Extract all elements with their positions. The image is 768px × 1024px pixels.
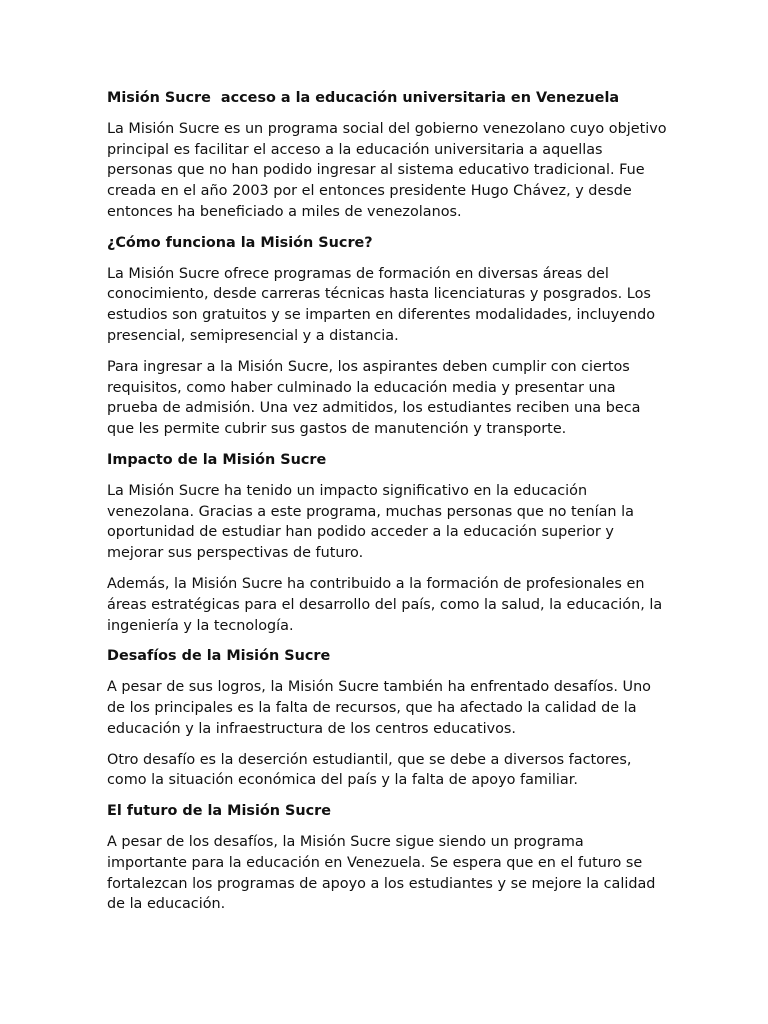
section-paragraph: Otro desafío es la deserción estudiantil, que se debe a diversos factores, como la situación económica del país y la falta de apoyo familiar. (107, 751, 632, 789)
document-page (107, 88, 667, 925)
intro-paragraph: La Misión Sucre es un programa social del gobierno venezolano cuyo objetivo principal es facilitar el acceso a la educación universitaria a aquellas personas que no han podido ingresar al sistema educativo tradicional. Fue creada en el año 2003 por el entonces presidente Hugo Chávez, y desde entonces ha beneficiado a miles de venezolanos. (107, 120, 667, 220)
section-paragraph: Además, la Misión Sucre ha contribuido a la formación de profesionales en áreas estratégicas para el desarrollo del país, como la salud, la educación, la ingeniería y la tecnología. (107, 575, 663, 634)
section-paragraph: La Misión Sucre ha tenido un impacto significativo en la educación venezolana. Gracias a este programa, muchas personas que no tenían la oportunidad de estudiar han podido acceder a la educación superior y mejorar sus perspectivas de futuro. (107, 482, 634, 562)
section-paragraph: A pesar de los desafíos, la Misión Sucre sigue siendo un programa importante para la educación en Venezuela. Se espera que en el futuro se fortalezcan los programas de apoyo a los estudiantes y se mejore la calidad de la educación. (107, 833, 656, 913)
section-heading-futuro: El futuro de la Misión Sucre (107, 803, 332, 820)
section-paragraph: La Misión Sucre ofrece programas de formación en diversas áreas del conocimiento, desde carreras técnicas hasta licenciaturas y posgrados. Los estudios son gratuitos y se imparten en diferentes modalidades, incluyendo presencial, semipresencial y a distancia. (107, 265, 656, 344)
section-paragraph: Para ingresar a la Misión Sucre, los aspirantes deben cumplir con ciertos requisitos, como haber culminado la educación media y presentar una prueba de admisión. Una vez admitidos, los estudiantes reciben una beca que les permite cubrir sus gastos de manutención y transporte. (107, 358, 641, 438)
section-heading-impacto: Impacto de la Misión Sucre (107, 451, 327, 468)
section-heading-desafios: Desafíos de la Misión Sucre (107, 648, 331, 665)
document-title: Misión Sucre acceso a la educación universitaria en Venezuela (107, 90, 620, 106)
section-paragraph: A pesar de sus logros, la Misión Sucre también ha enfrentado desafíos. Uno de los principales es la falta de recursos, que ha afectado la calidad de la educación y la infraestructura de los centros educativos. (107, 679, 651, 737)
section-heading-como-funciona: ¿Cómo funciona la Misión Sucre? (107, 234, 373, 251)
